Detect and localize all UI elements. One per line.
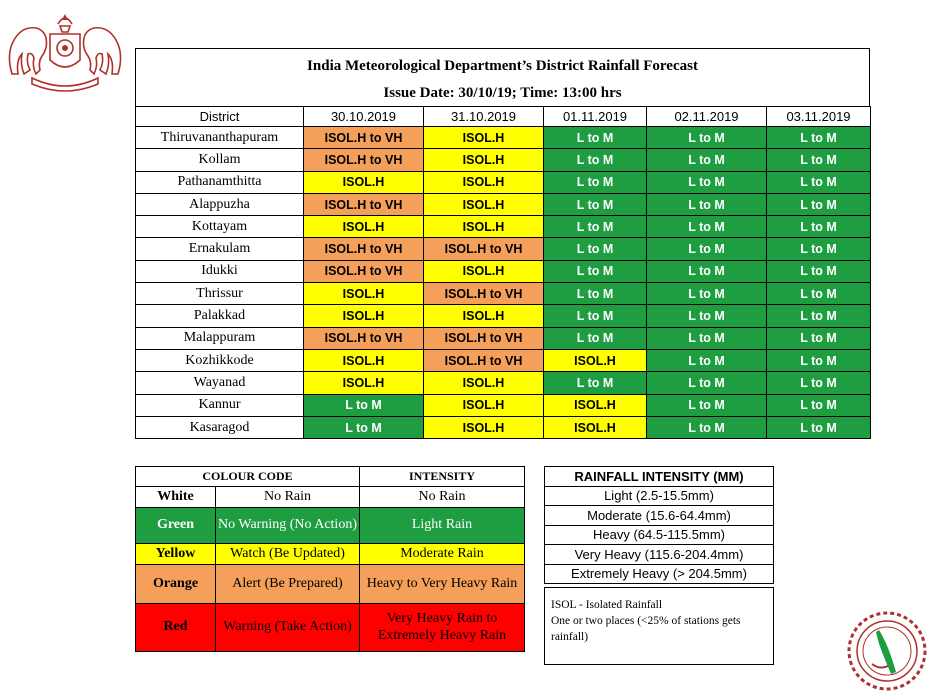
colour-intensity: Moderate Rain <box>360 543 525 564</box>
rainfall-intensity-table <box>544 466 774 584</box>
colour-code-row <box>136 543 525 564</box>
forecast-cell: L to M <box>767 416 871 438</box>
district-forecast-table <box>135 106 871 439</box>
colour-intensity: No Rain <box>360 487 525 508</box>
colour-meaning: No Warning (No Action) <box>216 507 360 543</box>
table-row <box>136 260 871 282</box>
isol-note-box <box>544 587 774 665</box>
forecast-cell: L to M <box>767 238 871 260</box>
forecast-cell: ISOL.H to VH <box>304 149 424 171</box>
forecast-cell: ISOL.H <box>304 372 424 394</box>
colour-code-header: COLOUR CODE <box>136 467 360 487</box>
forecast-cell: L to M <box>544 305 647 327</box>
district-name: Kozhikkode <box>136 349 304 371</box>
forecast-cell: ISOL.H to VH <box>304 260 424 282</box>
colour-intensity: Light Rain <box>360 507 525 543</box>
district-name: Wayanad <box>136 372 304 394</box>
district-name: Thrissur <box>136 283 304 305</box>
forecast-cell: ISOL.H to VH <box>424 349 544 371</box>
forecast-cell: ISOL.H <box>544 394 647 416</box>
list-item <box>545 506 774 526</box>
isol-description: One or two places (<25% of stations gets rainfall) <box>551 615 741 644</box>
forecast-cell: L to M <box>544 149 647 171</box>
column-header: 03.11.2019 <box>767 107 871 127</box>
table-row <box>136 305 871 327</box>
district-name: Malappuram <box>136 327 304 349</box>
colour-meaning: Alert (Be Prepared) <box>216 564 360 603</box>
list-item <box>545 545 774 565</box>
forecast-cell: L to M <box>544 171 647 193</box>
forecast-cell: ISOL.H <box>304 171 424 193</box>
forecast-cell: ISOL.H to VH <box>424 327 544 349</box>
forecast-cell: L to M <box>647 327 767 349</box>
district-name: Ernakulam <box>136 238 304 260</box>
forecast-header-row <box>136 107 871 127</box>
colour-intensity: Heavy to Very Heavy Rain <box>360 564 525 603</box>
list-item <box>545 564 774 584</box>
forecast-cell: ISOL.H <box>424 372 544 394</box>
forecast-cell: L to M <box>767 305 871 327</box>
colour-meaning: Warning (Take Action) <box>216 603 360 651</box>
forecast-cell: ISOL.H <box>424 394 544 416</box>
forecast-title-box <box>135 48 870 106</box>
forecast-cell: L to M <box>647 216 767 238</box>
table-row <box>136 171 871 193</box>
table-row <box>136 216 871 238</box>
forecast-cell: L to M <box>647 394 767 416</box>
district-name: Kannur <box>136 394 304 416</box>
table-row <box>136 394 871 416</box>
forecast-cell: ISOL.H to VH <box>424 283 544 305</box>
forecast-cell: L to M <box>304 416 424 438</box>
table-row <box>136 327 871 349</box>
forecast-cell: L to M <box>767 394 871 416</box>
colour-code-row <box>136 507 525 543</box>
forecast-cell: L to M <box>767 349 871 371</box>
colour-code-table <box>135 466 525 652</box>
district-name: Kasaragod <box>136 416 304 438</box>
forecast-cell: ISOL.H <box>304 305 424 327</box>
forecast-cell: L to M <box>544 193 647 215</box>
table-row <box>136 372 871 394</box>
column-header: 01.11.2019 <box>544 107 647 127</box>
forecast-cell: ISOL.H <box>544 349 647 371</box>
forecast-cell: L to M <box>647 238 767 260</box>
forecast-cell: ISOL.H <box>424 216 544 238</box>
forecast-cell: L to M <box>767 216 871 238</box>
table-row <box>136 193 871 215</box>
forecast-cell: L to M <box>647 171 767 193</box>
intensity-range: Very Heavy (115.6-204.4mm) <box>545 545 774 565</box>
forecast-cell: L to M <box>544 216 647 238</box>
forecast-cell: L to M <box>647 193 767 215</box>
column-header: 30.10.2019 <box>304 107 424 127</box>
list-item <box>545 486 774 506</box>
forecast-cell: ISOL.H <box>424 127 544 149</box>
intensity-range: Extremely Heavy (> 204.5mm) <box>545 564 774 584</box>
forecast-title: India Meteorological Department’s District Rainfall Forecast <box>307 58 698 74</box>
colour-code-row <box>136 487 525 508</box>
colour-name: Red <box>136 603 216 651</box>
district-name: Thiruvananthapuram <box>136 127 304 149</box>
forecast-cell: L to M <box>647 305 767 327</box>
forecast-cell: L to M <box>767 327 871 349</box>
district-name: Pathanamthitta <box>136 171 304 193</box>
colour-name: White <box>136 487 216 508</box>
colour-name: Yellow <box>136 543 216 564</box>
forecast-cell: L to M <box>544 372 647 394</box>
forecast-cell: ISOL.H <box>424 193 544 215</box>
table-row <box>136 349 871 371</box>
colour-code-row <box>136 564 525 603</box>
forecast-cell: L to M <box>767 149 871 171</box>
intensity-range: Moderate (15.6-64.4mm) <box>545 506 774 526</box>
intensity-range: Heavy (64.5-115.5mm) <box>545 525 774 545</box>
isol-definition: ISOL - Isolated Rainfall <box>551 599 663 611</box>
forecast-cell: L to M <box>304 394 424 416</box>
forecast-cell: ISOL.H to VH <box>304 193 424 215</box>
colour-intensity: Very Heavy Rain to Extremely Heavy Rain <box>360 603 525 651</box>
forecast-cell: ISOL.H to VH <box>304 127 424 149</box>
forecast-cell: ISOL.H <box>424 149 544 171</box>
district-name: Kottayam <box>136 216 304 238</box>
district-name: Kollam <box>136 149 304 171</box>
table-row <box>136 283 871 305</box>
district-name: Alappuzha <box>136 193 304 215</box>
forecast-cell: L to M <box>544 327 647 349</box>
forecast-cell: ISOL.H <box>304 283 424 305</box>
forecast-cell: ISOL.H <box>424 305 544 327</box>
forecast-cell: L to M <box>767 171 871 193</box>
table-row <box>136 149 871 171</box>
forecast-cell: L to M <box>544 238 647 260</box>
column-header: District <box>136 107 304 127</box>
colour-name: Green <box>136 507 216 543</box>
column-header: 02.11.2019 <box>647 107 767 127</box>
forecast-cell: ISOL.H <box>424 260 544 282</box>
forecast-cell: L to M <box>647 283 767 305</box>
forecast-cell: L to M <box>647 372 767 394</box>
intensity-range: Light (2.5-15.5mm) <box>545 486 774 506</box>
issue-date: Issue Date: 30/10/19; Time: 13:00 hrs <box>383 85 622 101</box>
forecast-cell: L to M <box>544 260 647 282</box>
rainfall-intensity-header-row <box>545 467 774 487</box>
forecast-cell: L to M <box>647 260 767 282</box>
colour-name: Orange <box>136 564 216 603</box>
kerala-emblem-icon <box>2 4 128 96</box>
forecast-cell: L to M <box>647 149 767 171</box>
forecast-cell: L to M <box>544 283 647 305</box>
forecast-cell: ISOL.H <box>304 349 424 371</box>
forecast-cell: L to M <box>767 283 871 305</box>
forecast-cell: L to M <box>647 127 767 149</box>
list-item <box>545 525 774 545</box>
forecast-cell: L to M <box>767 127 871 149</box>
district-name: Palakkad <box>136 305 304 327</box>
forecast-cell: ISOL.H <box>304 216 424 238</box>
forecast-cell: ISOL.H <box>424 171 544 193</box>
forecast-cell: L to M <box>767 260 871 282</box>
forecast-cell: ISOL.H to VH <box>304 238 424 260</box>
forecast-cell: ISOL.H <box>544 416 647 438</box>
forecast-cell: L to M <box>647 416 767 438</box>
colour-code-header-row <box>136 467 525 487</box>
forecast-cell: L to M <box>767 193 871 215</box>
forecast-cell: ISOL.H to VH <box>424 238 544 260</box>
forecast-cell: ISOL.H to VH <box>304 327 424 349</box>
table-row <box>136 416 871 438</box>
intensity-header: INTENSITY <box>360 467 525 487</box>
colour-meaning: No Rain <box>216 487 360 508</box>
table-row <box>136 127 871 149</box>
district-name: Idukki <box>136 260 304 282</box>
forecast-cell: L to M <box>544 127 647 149</box>
forecast-cell: L to M <box>647 349 767 371</box>
forecast-cell: L to M <box>767 372 871 394</box>
disaster-management-logo-icon <box>846 608 928 694</box>
colour-meaning: Watch (Be Updated) <box>216 543 360 564</box>
column-header: 31.10.2019 <box>424 107 544 127</box>
table-row <box>136 238 871 260</box>
colour-code-row <box>136 603 525 651</box>
forecast-cell: ISOL.H <box>424 416 544 438</box>
rainfall-intensity-title: RAINFALL INTENSITY (MM) <box>545 467 774 487</box>
